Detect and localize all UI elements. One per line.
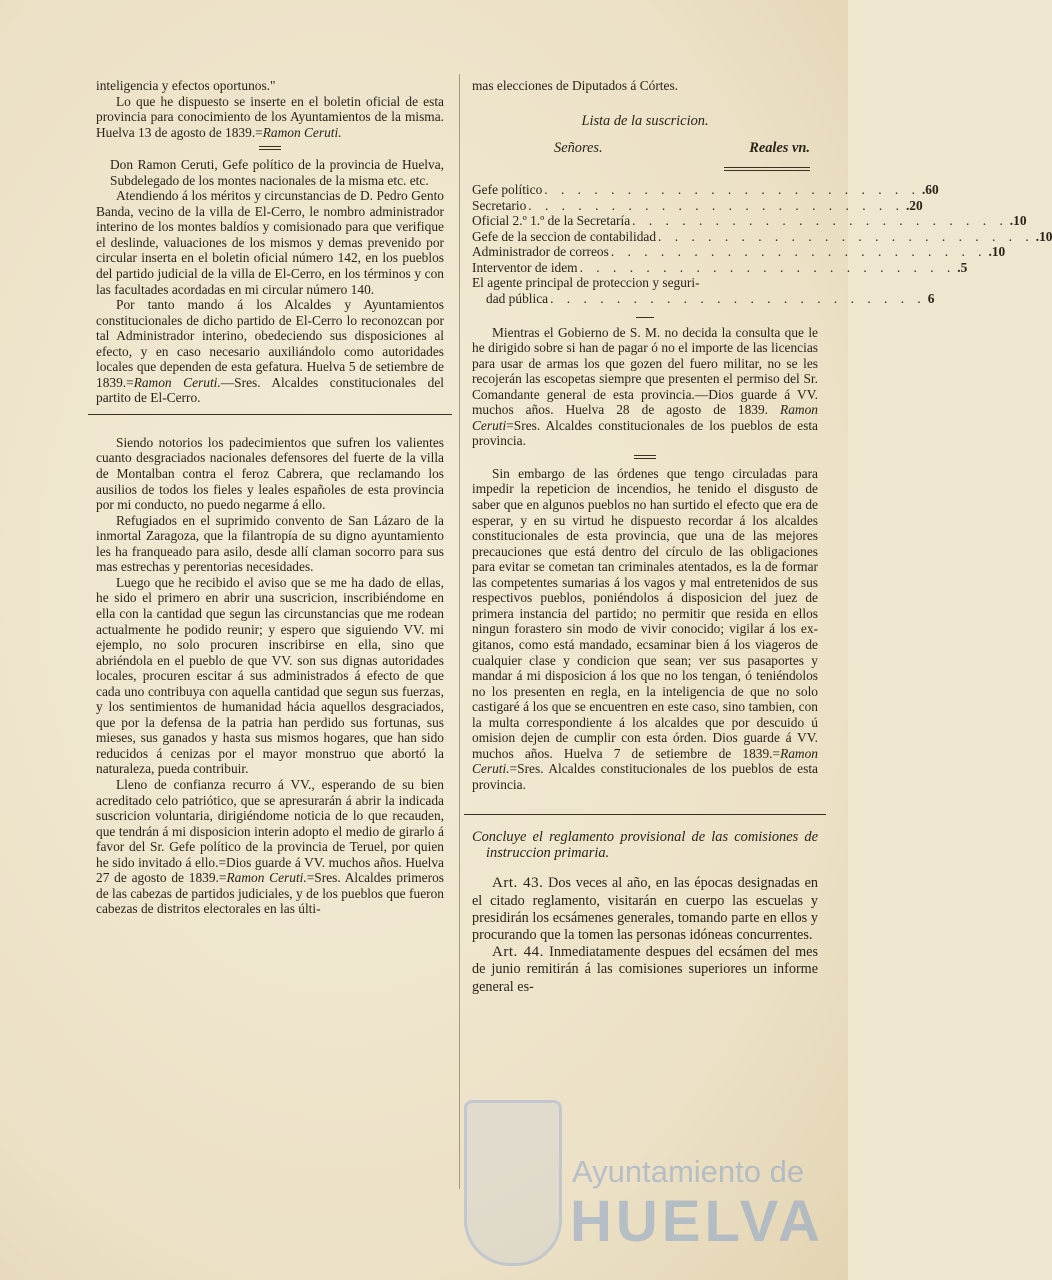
- paragraph-montalban: Siendo notorios los padecimientos que sufren los valientes cuanto desgraciados nacionales defensores del fuerte de la villa de Montalban contra el feroz Cabrera, que reclamando los ausilios de todos los fieles y leales españoles de esta provincia por mi conducto, no puedo negarme á ello.: [96, 434, 444, 513]
- article-number: Art. 43.: [492, 875, 544, 892]
- article-43: [472, 875, 818, 944]
- signature: Ramon Ceruti.: [133, 374, 221, 390]
- article-text: Inmediatamente despues del ecsámen del mes de junio remitirán á las comisiones superiores un informe general es-: [472, 944, 818, 995]
- archive-watermark: [448, 1100, 848, 1280]
- subscription-row: Oficial 2.º 1.º de la Secretaría . . . . . . . . . . . . . . . . . . . . . . . .10: [472, 213, 1027, 229]
- article-number: Art. 44.: [492, 944, 544, 961]
- paragraph-confianza: [96, 777, 444, 917]
- addressee: =Sres. Alcaldes primeros de las cabezas de partidos judiciales, y de los pueblos que fueron cabezas de distritos electorales en las últi-: [96, 870, 444, 917]
- paragraph-refugiados: Refugiados en el suprimido convento de San Lázaro de la inmortal Zaragoza, que la filantropía de su digno ayuntamiento les ha franqueado para asilo, desde allí claman socorro para sus mas estrechas y perentorias necesidades.: [96, 512, 444, 575]
- subscription-column-headers: [472, 141, 818, 157]
- paragraph-text: Por tanto mando á los Alcaldes y Ayuntamientos constitucionales de dicho partido de El-Cerro lo reconozcan por tal Administrador interino, obedeciendo sus disposiciones al efecto, y en caso necesario auxiliándolo como autoridades locales que dependen de esta gefatura. Huelva 5 de setiembre de 1839.=: [96, 297, 444, 390]
- paragraph-order-insertion: [96, 94, 444, 141]
- right-column: [472, 78, 1052, 996]
- section-divider: [464, 814, 826, 815]
- paragraph-text: Sin embargo de las órdenes que tengo circuladas para impedir la repeticion de incendios, he tenido el disgusto de saber que en algunos pueblos no han surtido el efecto que era de esperar, y en su virtud he dispuesto recordar á los alcaldes constitucionales de esta provincia, que una de las mejores precauciones que está dentro del círculo de las obligaciones para evitar se cometan tan criminales atentados, es la de formar las competentes sumarias á los vagos y mal entretenidos de sus respectivos pueblos, poniéndolos á disposicion del juez de primera instancia del partido; no permitir que resida en ellos ningun forastero sin modo de vivir conocido; vigilar á los ex-gitanos, como está mandado, ecsaminar bien á los viageros de cualquier clase y condicion que sean; ver sus pasaportes y mandar á mi disposicion á los que no los tengan, ó teniéndolos no los presenten en regla, en la inteligencia de que no solo castigaré á los que se encuentren en este caso, sino tambien, con la multa correspondiente á los alcaldes que por descuido ú omision dejen de cumplir con esta órden. Dios guarde á VV. muchos años. Huelva 7 de setiembre de 1839.=: [472, 465, 818, 761]
- article-text: Dos veces al año, en las épocas designadas en el citado reglamento, visitarán en cuerpo las escuelas y presidirán los ecsámenes generales, tomando parte en ellos y procurando que la tomen las personas idóneas concurrentes.: [472, 875, 819, 944]
- paragraph-heading-gefe: Don Ramon Ceruti, Gefe político de la provincia de Huelva, Subdelegado de los montes nacionales de la misma etc. etc.: [110, 157, 444, 188]
- paragraph-text: Mientras el Gobierno de S. M. no decida la consulta que le he dirigido sobre si han de pagar ó no el importe de las licencias para usar de armas los que gozen del fuero militar, no se les recojerán las escopetas siempre que presenten el permiso del Sr. Comandante general de esta provincia.—Dios guarde á VV. muchos años. Huelva 28 de agosto de 1839.: [472, 324, 818, 418]
- article-44: [472, 944, 818, 996]
- addressee: =Sres. Alcaldes constitucionales de los pueblos de esta provincia.: [472, 761, 818, 792]
- subscription-row: Interventor de idem . . . . . . . . . . . . . . . . . . . . . . . .5: [472, 259, 968, 275]
- paragraph-incendios: [472, 466, 818, 792]
- subscription-list-title: Lista de la suscricion.: [581, 112, 709, 129]
- paragraph-licencias: [472, 325, 818, 449]
- addressee: =Sres. Alcaldes constitucionales de los pueblos de esta provincia.: [472, 417, 818, 449]
- paragraph-text: Lleno de confianza recurro á VV., esperando de su bien acreditado celo patriótico, que se apresurarán á abrir la indicada suscricion voluntaria, dirigiéndome noticia de lo que recauden, que tendrán á mi disposicion interin adopto el medio de girarlo á favor del Sr. Gefe político de la provincia de Teruel, por quien he sido invitado á ello.=Dios guarde á VV. muchos años. Huelva 27 de agosto de 1839.=: [96, 776, 444, 886]
- paragraph-continuation: mas elecciones de Diputados á Córtes.: [472, 78, 679, 93]
- paragraph-suscricion: Luego que he recibido el aviso que se me ha dado de ellas, he sido el primero en abrir una suscricion, inscribiéndome en ella con la cantidad que segun las circunstancias que me rodean actualmente he podido reunir; y espero que siguiendo VV. mi ejemplo, no solo procuren inscribirse en ella, sino que abriéndola en el pueblo de que VV. son sus dignas autoridades locales, procuren escitar á sus administrados á efecto de que cada uno contribuya con aquella cantidad que segun sus fuerzas, y los sentimientos de humanidad hácia aquellos desgraciados, que por la defensa de la patria han perdido sus fortunas, sus mieses, sus ganados y hasta sus mismos hogares, que han sido reducidos á cenizas por el mayor monstruo que abortó la naturaleza, pueda contribuir.: [96, 574, 444, 777]
- subscription-row: Gefe de la seccion de contabilidad . . . . . . . . . . . . . . . . . . . . . . . .10: [472, 228, 1052, 244]
- header-reales: Reales vn.: [749, 140, 810, 157]
- signature: Ramon Ceruti.: [472, 745, 818, 777]
- subscription-row: Administrador de correos . . . . . . . . . . . . . . . . . . . . . . . .10: [472, 244, 1006, 260]
- signature: Ramon Ceruti: [472, 402, 818, 433]
- signature: Ramon Ceruti.: [226, 870, 307, 886]
- watermark-line2: HUELVA: [570, 1189, 824, 1254]
- double-rule-divider: [634, 455, 656, 459]
- paragraph-order-alcaldes: [96, 297, 444, 406]
- paragraph-text: Lo que he dispuesto se inserte en el boletin oficial de esta provincia para conocimiento de los Ayuntamientos de la misma. Huelva 13 de agosto de 1839.=: [96, 93, 444, 140]
- single-rule-divider: [636, 317, 654, 318]
- subscription-row: El agente principal de proteccion y seguri-: [472, 275, 700, 291]
- signature: Ramon Ceruti.: [262, 124, 342, 140]
- subscription-row: Secretario . . . . . . . . . . . . . . . . . . . . . . . .20: [472, 197, 923, 213]
- subscription-list: [472, 182, 1052, 307]
- subscription-row: dad pública . . . . . . . . . . . . . . . . . . . . . . . 6: [486, 291, 935, 307]
- left-column: [96, 78, 444, 917]
- city-shield-icon: [464, 1100, 562, 1266]
- subscription-row: Gefe político . . . . . . . . . . . . . . . . . . . . . . . .60: [472, 182, 939, 198]
- watermark-line1: Ayuntamiento de: [572, 1154, 805, 1189]
- double-rule-divider: [259, 146, 281, 150]
- paragraph-closing-quote: inteligencia y efectos oportunos.": [96, 78, 276, 93]
- column-separator: [459, 74, 460, 1189]
- header-senores: Señores.: [554, 140, 603, 157]
- addressee: —Sres. Alcaldes constitucionales del partito de El-Cerro.: [96, 374, 444, 406]
- section-divider: [88, 414, 452, 415]
- paragraph-appointment: Atendiendo á los méritos y circunstancias de D. Pedro Gento Banda, vecino de la villa de El-Cerro, le nombro administrador interino de los montes baldíos y comisionado para que verifique el deslinde, valuaciones de los mismos y demas prevenido por circular inserta en el boletin oficial número 142, en los pueblos del partido judicial de la villa de El-Cerro, en los términos y con las facultades acordadas en mi circular número 140.: [96, 188, 444, 297]
- header-underline: [472, 159, 810, 175]
- section-title: Concluye el reglamento provisional de las comisiones de instruccion primaria.: [472, 829, 818, 862]
